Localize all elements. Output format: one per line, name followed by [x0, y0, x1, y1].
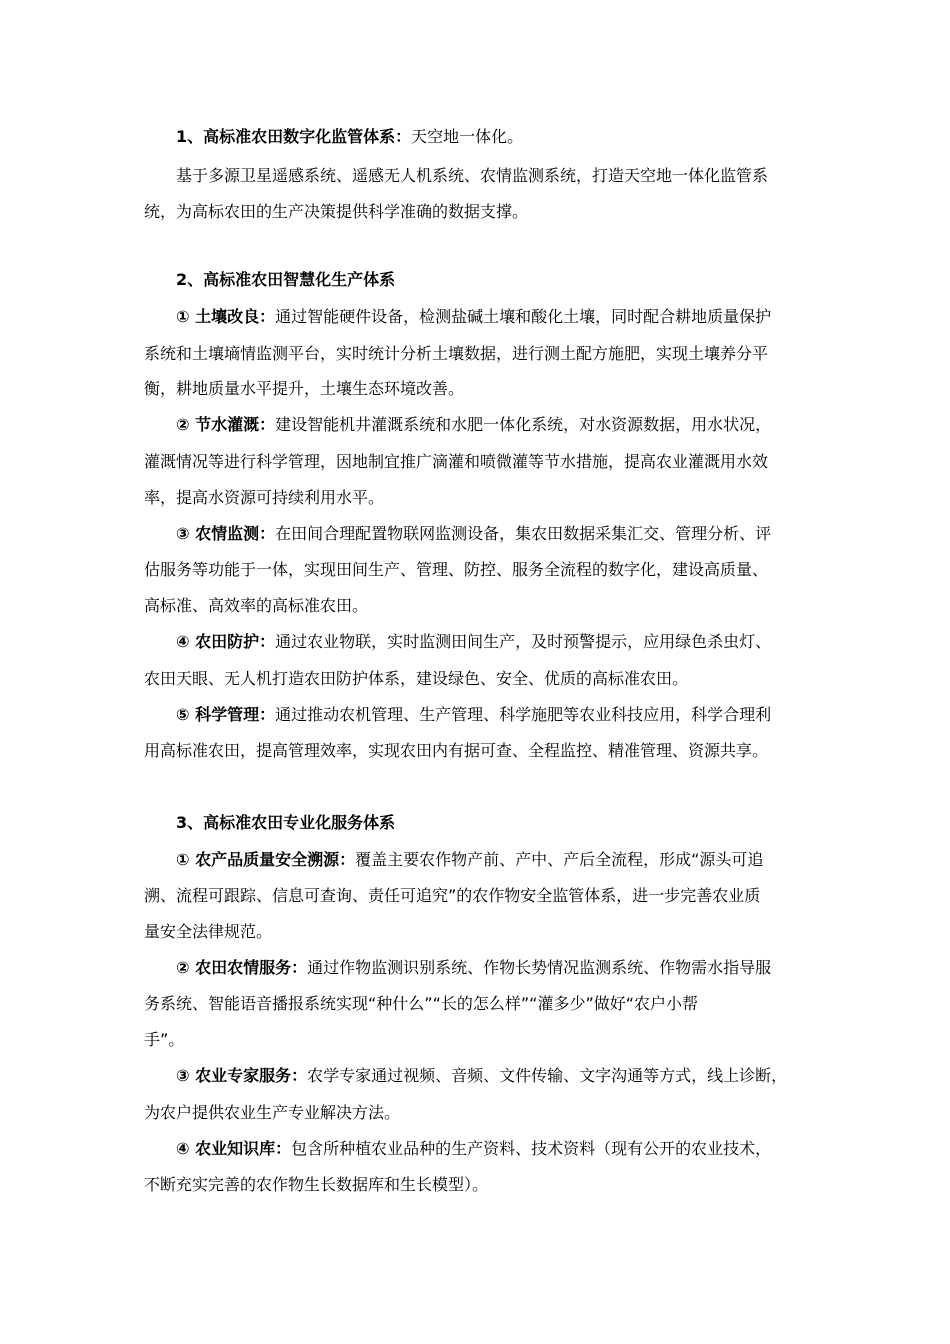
section1-heading-bold: 1、高标准农田数字化监管体系：	[176, 127, 412, 146]
item-text: 在田间合理配置物联网监测设备，集农田数据采集汇交、管理分析、评	[275, 524, 772, 543]
section2-item-management	[176, 705, 771, 725]
item-text: 务系统、智能语音播报系统实现“种什么”“长的怎么样”“灌多少”做好“农户小帮	[144, 994, 699, 1013]
item-text: 农学专家通过视频、音频、文件传输、文字沟通等方式，线上诊断，	[307, 1066, 788, 1085]
section3-item-field-service	[176, 958, 771, 978]
section3-item-expert-service	[176, 1066, 787, 1086]
item-text: 通过推动农机管理、生产管理、科学施肥等农业科技应用，科学合理利	[275, 705, 772, 724]
item-text: 包含所种植农业品种的生产资料、技术资料（现有公开的农业技术，	[291, 1139, 772, 1158]
item-text: 率，提高水资源可持续利用水平。	[144, 488, 385, 507]
item-label: ② 节水灌溉：	[176, 415, 276, 434]
section1-heading-rest: 天空地一体化。	[411, 127, 524, 146]
section2-heading: 2、高标准农田智慧化生产体系	[176, 270, 396, 289]
item-text: 溯、流程可跟踪、信息可查询、责任可追究”的农作物安全监管体系，进一步完善农业质	[144, 886, 761, 905]
item-text: 农田天眼、无人机打造农田防护体系，建设绿色、安全、优质的高标准农田。	[144, 669, 689, 688]
item-text: 通过农业物联，实时监测田间生产，及时预警提示，应用绿色杀虫灯、	[275, 632, 772, 651]
section2-item-soil	[176, 307, 771, 327]
section1-line: 基于多源卫星遥感系统、遥感无人机系统、农情监测系统，打造天空地一体化监管系	[176, 166, 769, 185]
section3-heading: 3、高标准农田专业化服务体系	[176, 813, 396, 832]
item-text: 灌溉情况等进行科学管理，因地制宜推广滴灌和喷微灌等节水措施，提高农业灌溉用水效	[144, 452, 769, 471]
item-label: ④ 农业知识库：	[176, 1139, 292, 1158]
section2-item-monitoring	[176, 524, 771, 544]
item-text: 通过智能硬件设备，检测盐碱土壤和酸化土壤，同时配合耕地质量保护	[275, 307, 772, 326]
item-text: 手”。	[144, 1030, 185, 1049]
item-label: ① 农产品质量安全溯源：	[176, 850, 356, 869]
item-text: 系统和土壤墒情监测平台，实时统计分析土壤数据，进行测土配方施肥，实现土壤养分平	[144, 344, 769, 363]
item-text: 用高标准农田，提高管理效率，实现农田内有据可查、全程监控、精准管理、资源共享。	[144, 741, 769, 760]
section2-item-protection	[176, 632, 771, 652]
item-text: 为农户提供农业生产专业解决方法。	[144, 1103, 401, 1122]
item-text: 量安全法律规范。	[144, 922, 273, 941]
item-label: ② 农田农情服务：	[176, 958, 308, 977]
item-text: 通过作物监测识别系统、作物长势情况监测系统、作物需水指导服	[307, 958, 772, 977]
item-label: ① 土壤改良：	[176, 307, 276, 326]
item-label: ③ 农情监测：	[176, 524, 276, 543]
item-text: 覆盖主要农作物产前、产中、产后全流程，形成“源头可追	[355, 850, 764, 869]
section1-line: 统，为高标农田的生产决策提供科学准确的数据支撑。	[144, 202, 529, 221]
item-text: 估服务等功能于一体，实现田间生产、管理、防控、服务全流程的数字化，建设高质量、	[144, 560, 769, 579]
item-label: ④ 农田防护：	[176, 632, 276, 651]
item-label: ③ 农业专家服务：	[176, 1066, 308, 1085]
section3-item-traceability	[176, 850, 763, 870]
item-label: ⑤ 科学管理：	[176, 705, 276, 724]
item-text: 建设智能机井灌溉系统和水肥一体化系统，对水资源数据，用水状况，	[275, 415, 772, 434]
section2-item-irrigation	[176, 415, 771, 435]
item-text: 高标准、高效率的高标准农田。	[144, 596, 369, 615]
section1-heading	[176, 127, 523, 147]
item-text: 衡，耕地质量水平提升，土壤生态环境改善。	[144, 379, 465, 398]
item-text: 不断充实完善的农作物生长数据库和生长模型）。	[144, 1175, 489, 1194]
section3-item-knowledge-base	[176, 1139, 771, 1159]
